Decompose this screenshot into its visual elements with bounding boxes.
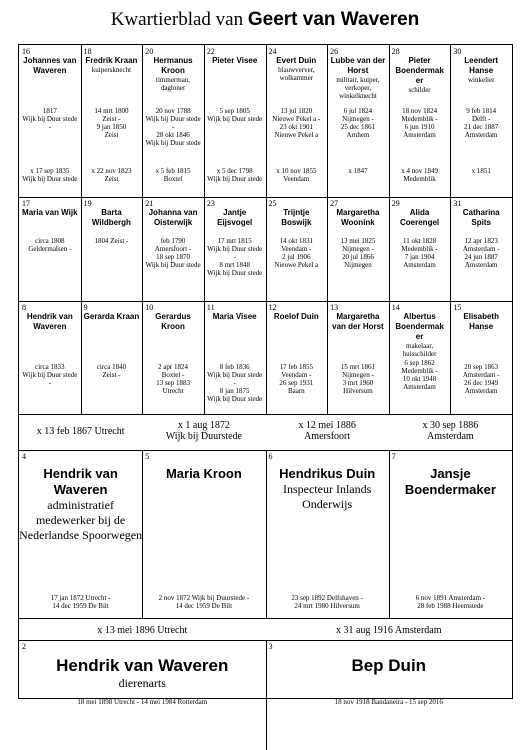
ancestor-number: 8 (22, 303, 26, 312)
ancestor-name: Pieter Visee (212, 56, 258, 65)
ancestor-name: Maria van Wijk (22, 208, 78, 217)
ancestor-life-events: 1804 Zeist - (94, 237, 129, 245)
ancestor-name: Hendrik van Waveren (56, 656, 229, 675)
grid-line (142, 450, 143, 618)
ancestor-number: 11 (206, 303, 215, 312)
ancestor-cell (389, 197, 451, 301)
ancestor-name: Gerarda Kraan (83, 312, 140, 321)
ancestor-number: 9 (83, 303, 88, 312)
ancestor-number: 5 (145, 452, 150, 461)
grid-line (266, 45, 267, 414)
ancestor-occupation: makelaar, huisschilder (402, 342, 437, 358)
ancestor-life-events: 17 mrt 1815 Wijk bij Duur stede - 8 mrt 1848 Wijk bij Duur stede (207, 237, 263, 277)
ancestor-number: 13 (330, 303, 339, 312)
ancestor-marriage: x 10 nov 1855 Veendam (276, 167, 317, 183)
ancestor-life-events: 6 jul 1824 Nijmegen - 25 dec 1861 Arnhem (340, 107, 376, 139)
ancestor-cell (19, 450, 142, 618)
ancestor-number: 15 (453, 303, 462, 312)
ancestor-life-events: 13 jul 1820 Nieuwe Pekel a - 23 okt 1901 Nieuwe Pekel a (272, 107, 321, 139)
ancestor-number: 29 (391, 199, 400, 208)
ancestor-marriage: x 1847 (348, 167, 368, 175)
ancestor-cell (81, 45, 143, 197)
ancestor-cell (327, 45, 389, 197)
marriage-record: x 1 aug 1872 Wijk bij Duurstede (165, 420, 242, 442)
ancestor-name: Evert Duin (276, 56, 317, 65)
ancestor-cell (266, 197, 328, 301)
ancestor-name: Hermanus Kroon (153, 56, 193, 75)
ancestor-name: Bep Duin (351, 656, 427, 675)
ancestor-marriage: x 17 sep 1835 Wijk bij Duur stede (22, 167, 78, 183)
ancestor-life-events: 6 nov 1891 Amsterdam - 28 feb 1988 Heemstede (415, 594, 486, 610)
ancestor-marriage: x 22 nov 1823 Zeist (91, 167, 132, 183)
ancestor-life-events: 18 mei 1898 Utrecht - 14 mei 1984 Rotterdam (77, 698, 208, 706)
ancestor-cell (142, 197, 204, 301)
grid-line (389, 450, 390, 618)
ancestor-name: Fredrik Kraan (85, 56, 138, 65)
ancestor-cell (142, 301, 204, 414)
ancestor-number: 14 (391, 303, 400, 312)
ancestor-cell (266, 450, 389, 618)
grid-line (81, 45, 82, 414)
grid-line (19, 414, 512, 415)
ancestor-name: Margaretha van der Horst (332, 312, 384, 331)
ancestor-life-events: 18 nov 1824 Medemblik - 6 jun 1910 Amsterdam (401, 107, 438, 139)
ancestor-marriage: x 4 nov 1849 Medemblik (401, 167, 438, 183)
ancestor-life-events: 20 nov 1788 Wijk bij Duur stede - 28 okt 1846 Wijk bij Duur stede (145, 107, 201, 147)
ancestor-occupation: schilder (408, 86, 431, 94)
marriage-record: x 12 mei 1886 Amersfoort (298, 420, 356, 442)
ancestor-number: 7 (391, 452, 396, 461)
ancestor-number: 31 (453, 199, 462, 208)
ancestor-life-events: circa 1808 Geldermalsen - (28, 237, 72, 253)
grid-line (19, 301, 512, 302)
ancestor-number: 16 (22, 47, 30, 56)
ancestor-life-events: 2 nov 1872 Wijk bij Duurstede - 14 dec 1959 De Bilt (158, 594, 250, 610)
ancestor-cell (450, 301, 512, 414)
marriage-record: x 13 mei 1896 Utrecht (97, 625, 188, 636)
grid-line (266, 640, 267, 750)
ancestor-number: 21 (145, 199, 154, 208)
ancestor-cell (266, 640, 513, 746)
grid-line (19, 197, 512, 198)
ancestor-cell (389, 301, 451, 414)
ancestor-life-events: circa 1833 Wijk bij Duur stede - (22, 363, 78, 387)
ancestor-name: Pieter Boendermak er (395, 56, 444, 85)
pedigree-sheet (18, 44, 513, 706)
ancestor-life-events: 23 sep 1892 Delfshaven - 24 mrt 1980 Hilversum (291, 594, 363, 610)
ancestor-life-events: 13 mei 1825 Nijmegen - 20 jul 1866 Nijmegen (340, 237, 376, 269)
ancestor-name: Maria Kroon (165, 466, 242, 481)
ancestor-life-events: 12 apr 1823 Amsterdam - 24 jun 1887 Amsterdam (462, 237, 500, 269)
ancestor-occupation: Inspecteur Inlands Onderwijs (282, 482, 372, 511)
ancestor-cell (266, 301, 328, 414)
marriage-record: x 30 sep 1886 Amsterdam (422, 420, 479, 442)
ancestor-cell (389, 450, 512, 618)
ancestor-occupation: timmerman, dagloner (156, 76, 191, 92)
ancestor-life-events: 11 okt 1828 Medemblik - 7 jan 1904 Amsterdam (401, 237, 438, 269)
ancestor-life-events: 2 apr 1824 Boxtel - 13 sep 1883 Utrecht (156, 363, 190, 395)
grid-line (204, 45, 205, 414)
ancestor-name: Johannes van Waveren (23, 56, 77, 75)
ancestor-number: 25 (268, 199, 277, 208)
ancestor-name: Catharina Spits (462, 208, 500, 227)
ancestor-occupation: winkelier (467, 76, 495, 84)
marriage-record: x 31 aug 1916 Amsterdam (335, 625, 442, 636)
ancestor-cell (81, 301, 143, 414)
ancestor-life-events: 1817 Wijk bij Duur stede - (22, 107, 78, 131)
ancestor-cell (450, 197, 512, 301)
ancestor-marriage: x 1851 (471, 167, 491, 175)
ancestor-number: 4 (22, 452, 26, 461)
marriage-record: x 13 feb 1867 Utrecht (36, 426, 125, 437)
ancestor-cell (142, 45, 204, 197)
ancestor-name: Barta Wildbergh (91, 208, 131, 227)
ancestor-number: 10 (145, 303, 154, 312)
ancestor-cell (204, 301, 266, 414)
ancestor-number: 17 (22, 199, 30, 208)
ancestor-cell (142, 450, 265, 618)
ancestor-cell (450, 45, 512, 197)
ancestor-number: 26 (330, 47, 339, 56)
ancestor-life-events: 5 sep 1805 Wijk bij Duur stede (207, 107, 263, 123)
ancestor-name: Hendrik van Waveren (43, 466, 118, 497)
ancestor-life-events: circa 1840 Zeist - (96, 363, 127, 379)
ancestor-name: Lubbe van der Horst (330, 56, 386, 75)
ancestor-name: Hendrik van Waveren (26, 312, 73, 331)
ancestor-cell (19, 640, 266, 746)
ancestor-number: 19 (83, 199, 92, 208)
title-name: Geert van Waveren (247, 9, 420, 30)
ancestor-cell (204, 197, 266, 301)
grid-line (266, 450, 267, 618)
ancestor-name: Trijntje Boswijk (281, 208, 312, 227)
ancestor-number: 30 (453, 47, 462, 56)
ancestor-cell (327, 197, 389, 301)
ancestor-marriage: x 5 feb 1815 Boxtel (155, 167, 191, 183)
ancestor-cell (204, 45, 266, 197)
ancestor-life-events: 20 sep 1863 Amsterdam - 26 dec 1949 Amsterdam (462, 363, 500, 395)
ancestor-name: Roelof Duin (273, 312, 319, 321)
ancestor-number: 28 (391, 47, 400, 56)
ancestor-name: Jansje Boendermaker (404, 466, 496, 497)
ancestor-marriage: x 5 dec 1798 Wijk bij Duur stede (207, 167, 263, 183)
ancestor-cell (19, 45, 81, 197)
ancestor-cell (327, 301, 389, 414)
ancestor-name: Alida Coerengel (400, 208, 440, 227)
ancestor-cell (81, 197, 143, 301)
ancestor-life-events: 15 mrt 1861 Nijmegen - 3 mrt 1960 Hilversum (340, 363, 376, 395)
ancestor-name: Jantje Eijsvogel (217, 208, 253, 227)
ancestor-name: Johanna van Oisterwijk (148, 208, 198, 227)
ancestor-occupation: militair, kuiper, verkoper, winkelknecht (336, 76, 380, 100)
ancestor-number: 18 (83, 47, 92, 56)
grid-line (19, 450, 512, 451)
grid-line (142, 45, 143, 414)
page-title (0, 8, 530, 32)
ancestor-occupation: blauwverver, wolkammer (278, 66, 315, 82)
ancestor-life-events: 17 jan 1872 Utrecht - 14 dec 1959 De Bilt (50, 594, 111, 610)
ancestor-life-events: 14 mrt 1800 Zeist - 9 jan 1850 Zeist (94, 107, 129, 139)
ancestor-name: Gerardus Kroon (155, 312, 191, 331)
ancestor-number: 3 (268, 642, 273, 651)
ancestor-occupation: dierenarts (118, 676, 166, 690)
ancestor-life-events: 18 nov 1918 Bandaneira - 15 sep 2016 (334, 698, 443, 706)
grid-line (19, 618, 512, 619)
ancestor-name: Hendrikus Duin (279, 466, 376, 481)
ancestor-life-events: 9 feb 1814 Delft - 21 dec 1887 Amsterdam (464, 107, 499, 139)
ancestor-cell (19, 197, 81, 301)
ancestor-number: 23 (206, 199, 215, 208)
ancestor-name: Maria Visee (212, 312, 257, 321)
ancestor-number: 24 (268, 47, 277, 56)
ancestor-life-events: 17 feb 1855 Veendam - 26 sep 1931 Baarn (279, 363, 314, 395)
ancestor-cell (266, 45, 328, 197)
grid-line (389, 45, 390, 414)
ancestor-number: 20 (145, 47, 154, 56)
ancestor-number: 12 (268, 303, 277, 312)
title-prefix: Kwartierblad van (110, 9, 248, 30)
ancestor-life-events: 8 feb 1836 Wijk bij Duur stede - 8 jan 1875 Wijk bij Duur stede (207, 363, 263, 403)
ancestor-life-events: feb 1790 Amersfoort - 18 sep 1870 Wijk bij Duur stede (145, 237, 201, 269)
ancestor-occupation: administratief medewerker bij de Nederlandse Spoorwegen (19, 498, 143, 542)
grid-line (450, 45, 451, 414)
ancestor-number: 22 (206, 47, 215, 56)
ancestor-name: Leendert Hanse (464, 56, 499, 75)
grid-line (327, 45, 328, 414)
ancestor-name: Elisabeth Hanse (463, 312, 499, 331)
ancestor-life-events: 6 sep 1862 Medemblik - 10 okt 1948 Amsterdam (401, 359, 438, 391)
ancestor-number: 27 (330, 199, 339, 208)
ancestor-life-events: 14 okt 1831 Veendam - 2 jul 1906 Nieuwe Pekel a (274, 237, 319, 269)
ancestor-occupation: kuipersknecht (91, 66, 132, 74)
ancestor-name: Albertus Boendermak er (395, 312, 444, 341)
grid-line (19, 640, 512, 641)
ancestor-number: 2 (22, 642, 26, 651)
ancestor-cell (389, 45, 451, 197)
ancestor-number: 6 (268, 452, 273, 461)
ancestor-name: Margaretha Woonink (336, 208, 380, 227)
ancestor-cell (19, 301, 81, 414)
